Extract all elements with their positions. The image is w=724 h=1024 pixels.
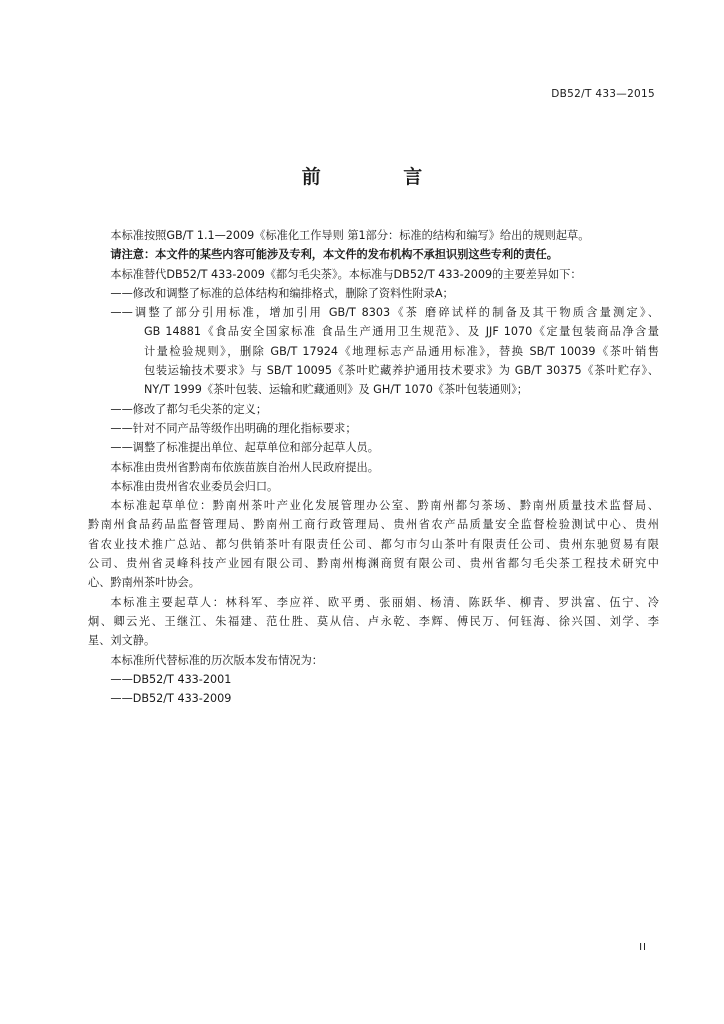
drafting-units-line: 省农业技术推广总站、都匀供销茶叶有限责任公司、都匀市匀山茶叶有限责任公司、贵州东驰贸易有限 bbox=[88, 537, 659, 551]
foreword-body bbox=[88, 226, 659, 708]
drafting-units-paragraph bbox=[88, 496, 659, 592]
change-item-2-line: 计量检验规则》，删除 GB/T 17924《地理标志产品通用标准》，替换 SB/T 10039《茶叶销售 bbox=[143, 344, 659, 358]
drafting-units-line: 公司、贵州省灵峰科技产业园有限公司、黔南州梅渊商贸有限公司、贵州省都匀毛尖茶工程技术研究中 bbox=[88, 557, 659, 571]
change-item-4: ——针对不同产品等级作出明确的理化指标要求； bbox=[110, 421, 357, 435]
drafting-units-line: 心、黔南州茶叶协会。 bbox=[88, 576, 200, 590]
drafters-paragraph bbox=[88, 593, 659, 651]
drafting-units-line: 黔南州食品药品监督管理局、黔南州工商行政管理局、贵州省农产品质量安全监督检验测试中心、贵州 bbox=[88, 518, 659, 532]
change-item-3: ——修改了都匀毛尖茶的定义； bbox=[110, 402, 268, 416]
change-item-5: ——调整了标准提出单位、起草单位和部分起草人员。 bbox=[110, 441, 379, 455]
document-code-header: DB52/T 433—2015 bbox=[551, 88, 655, 100]
history-item-1: ——DB52/T 433-2001 bbox=[110, 672, 232, 686]
administrator-paragraph: 本标准由贵州省农业委员会归口。 bbox=[110, 479, 279, 493]
replacement-paragraph: 本标准替代DB52/T 433-2009《都匀毛尖茶》。本标准与DB52/T 433-2009的主要差异如下： bbox=[110, 267, 582, 281]
drafters-line: 星、刘文静。 bbox=[88, 634, 156, 648]
change-item-2-line: ——调整了部分引用标准，增加引用 GB/T 8303《茶 磨碎试样的制备及其干物质含量测定》、 bbox=[110, 306, 659, 320]
change-item-2-line: GB 14881《食品安全国家标准 食品生产通用卫生规范》、及 JJF 1070《定量包装商品净含量 bbox=[143, 325, 659, 339]
history-item-2: ——DB52/T 433-2009 bbox=[110, 692, 232, 706]
change-item-2-line: NY/T 1999《茶叶包装、运输和贮藏通则》及 GH/T 1070《茶叶包装通则》； bbox=[143, 383, 528, 397]
change-item-2-line: 包装运输技术要求》与 SB/T 10095《茶叶贮藏养护通用技术要求》为 GB/T 30375《茶叶贮存》、 bbox=[143, 364, 659, 378]
drafting-rule-paragraph: 本标准按照GB/T 1.1—2009《标准化工作导则 第1部分：标准的结构和编写》给出的规则起草。 bbox=[110, 229, 590, 242]
patent-notice-paragraph: 请注意：本文件的某些内容可能涉及专利，本文件的发布机构不承担识别这些专利的责任。 bbox=[110, 248, 558, 262]
section-title: 前 言 bbox=[301, 166, 461, 188]
drafting-units-line: 本标准起草单位：黔南州茶叶产业化发展管理办公室、黔南州都匀茶场、黔南州质量技术监督局、 bbox=[110, 499, 659, 513]
page-number: II bbox=[639, 942, 647, 953]
proposer-paragraph: 本标准由贵州省黔南布依族苗族自治州人民政府提出。 bbox=[110, 460, 379, 474]
change-item-1: ——修改和调整了标准的总体结构和编排格式，删除了资料性附录A； bbox=[110, 286, 454, 300]
change-item-2 bbox=[88, 303, 659, 399]
drafters-line: 炯、卿云光、王继江、朱福建、范仕胜、莫从信、卢永乾、李辉、傅民万、何钰海、徐兴国、刘学、李 bbox=[88, 614, 659, 628]
drafters-line: 本标准主要起草人：林科军、李应祥、欧平勇、张丽娟、杨清、陈跃华、柳青、罗洪富、伍宁、冷 bbox=[110, 595, 659, 609]
history-intro-paragraph: 本标准所代替标准的历次版本发布情况为： bbox=[110, 653, 323, 667]
